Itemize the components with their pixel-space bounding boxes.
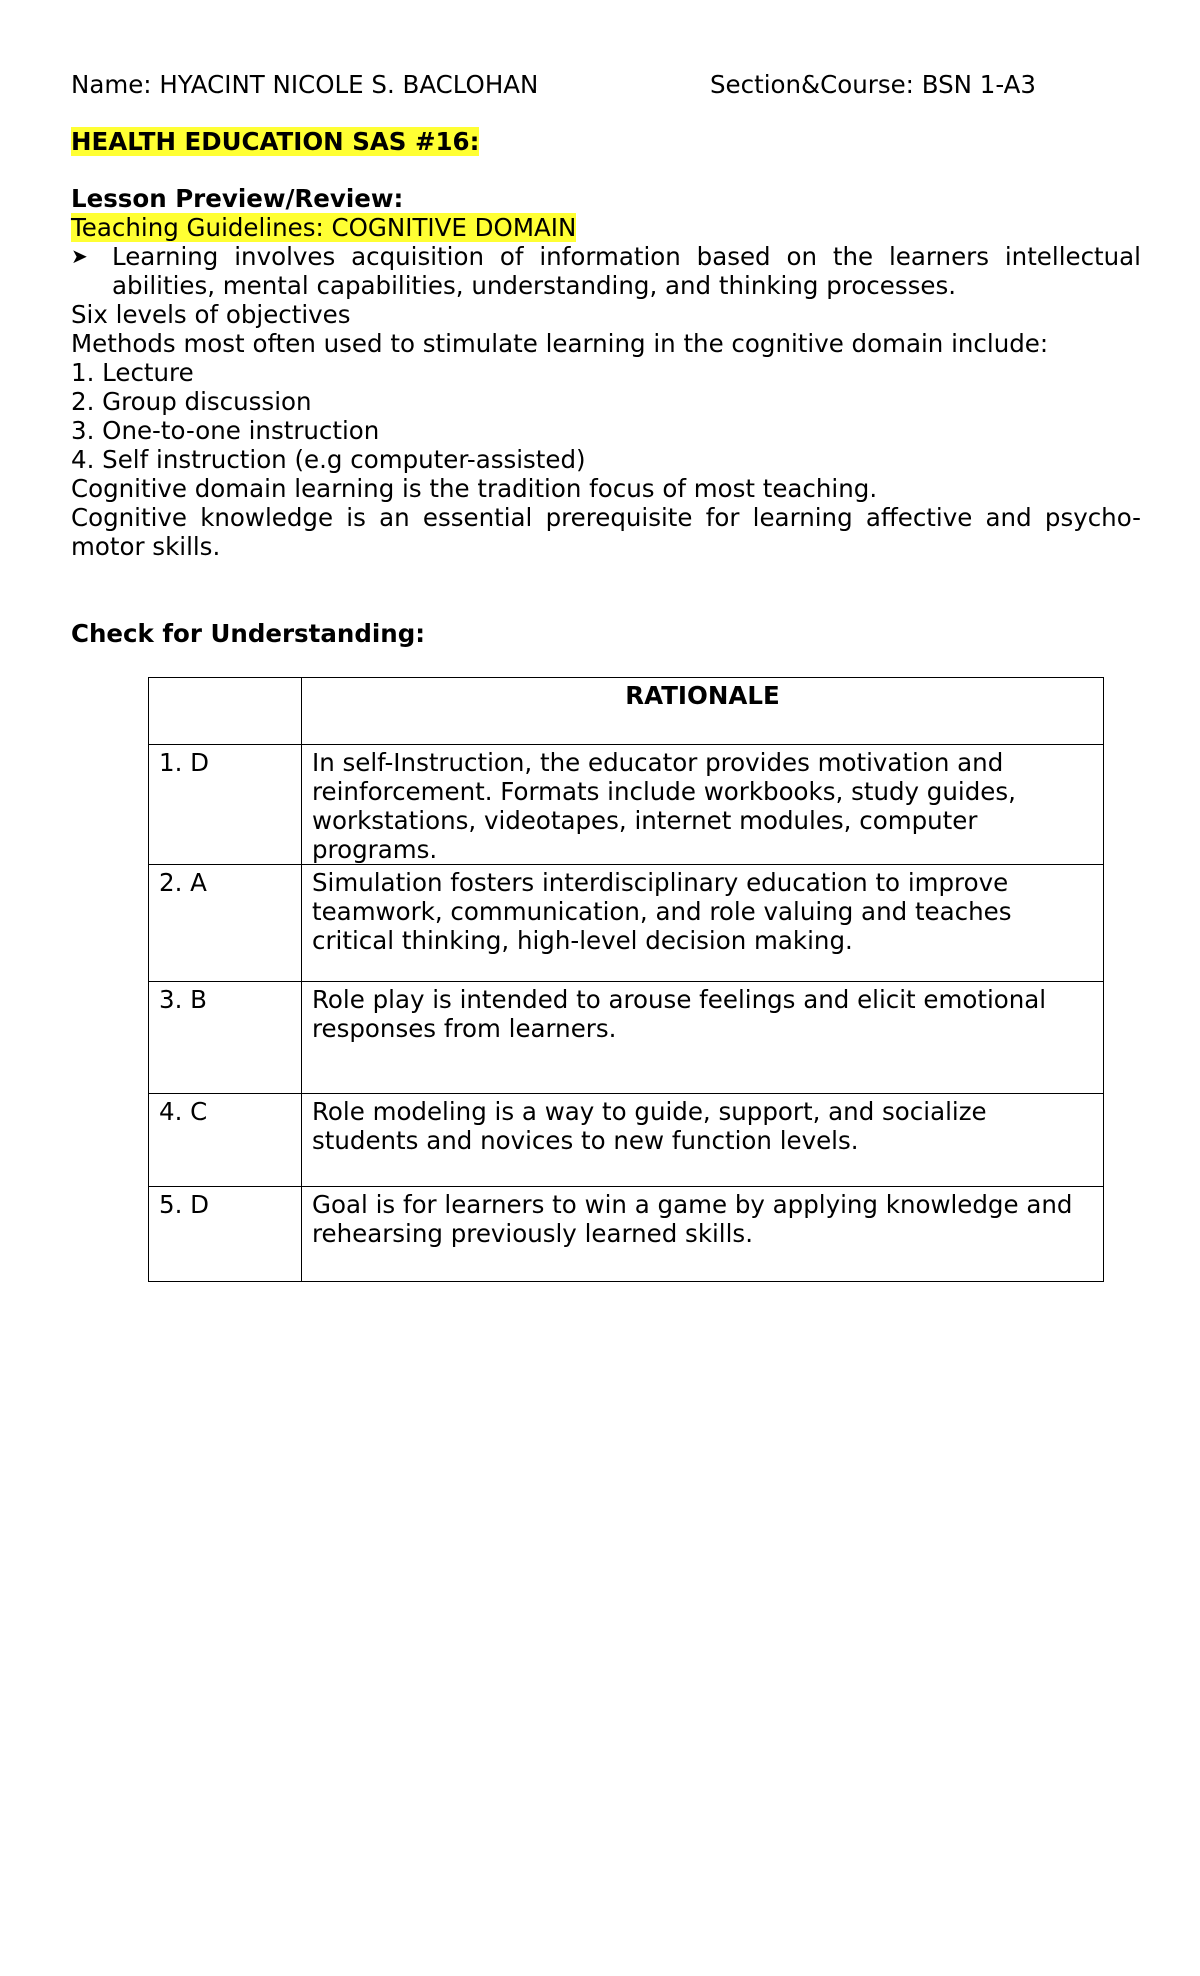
header-row	[71, 70, 1141, 99]
check-heading: Check for Understanding:	[71, 619, 426, 648]
rationale-header: RATIONALE	[302, 678, 1104, 745]
header-empty-cell	[149, 678, 302, 745]
lesson-line: 3. One-to-one instruction	[71, 416, 380, 445]
answer-cell: 1. D	[149, 745, 302, 865]
rationale-cell: Goal is for learners to win a game by applying knowledge and rehearsing previously learned skills.	[302, 1187, 1104, 1282]
answer-cell: 5. D	[149, 1187, 302, 1282]
lesson-subtitle	[71, 213, 1141, 242]
lesson-line: Methods most often used to stimulate learning in the cognitive domain include:	[71, 329, 1049, 358]
bullet-text: Learning involves acquisition of information based on the learners intellectual abilities, mental capabilities, understanding, and thinking processes.	[112, 242, 1141, 300]
lesson-line: 2. Group discussion	[71, 387, 312, 416]
lesson-line: Cognitive knowledge is an essential prerequisite for learning affective and psycho-motor skills.	[71, 503, 1141, 561]
table-row	[149, 745, 1104, 865]
lesson-line: Six levels of objectives	[71, 300, 351, 329]
student-name: Name: HYACINT NICOLE S. BACLOHAN	[71, 70, 539, 99]
lesson-line: Cognitive domain learning is the tradition focus of most teaching.	[71, 474, 878, 503]
table-row	[149, 1187, 1104, 1282]
title-text: HEALTH EDUCATION SAS #16:	[71, 127, 480, 156]
table-row	[149, 982, 1104, 1094]
lesson-line: 4. Self instruction (e.g computer-assisted)	[71, 445, 586, 474]
document-title	[71, 127, 1141, 156]
rationale-cell: Role modeling is a way to guide, support, and socialize students and novices to new function levels.	[302, 1094, 1104, 1187]
section-course: Section&Course: BSN 1-A3	[710, 70, 1036, 99]
answer-cell: 3. B	[149, 982, 302, 1094]
rationale-cell: Role play is intended to arouse feelings and elicit emotional responses from learners.	[302, 982, 1104, 1094]
table-header-row	[149, 678, 1104, 745]
table-row	[149, 1094, 1104, 1187]
table-row	[149, 865, 1104, 982]
lesson-heading: Lesson Preview/Review:	[71, 184, 404, 213]
answer-cell: 2. A	[149, 865, 302, 982]
lesson-subtitle-text: Teaching Guidelines: COGNITIVE DOMAIN	[71, 213, 577, 242]
lesson-line: 1. Lecture	[71, 358, 194, 387]
document-page	[71, 70, 1141, 648]
answer-cell: 4. C	[149, 1094, 302, 1187]
rationale-cell: In self-Instruction, the educator provides motivation and reinforcement. Formats include workbooks, study guides, workstations, videotapes, internet modules, computer programs.	[302, 745, 1104, 865]
rationale-cell: Simulation fosters interdisciplinary education to improve teamwork, communication, and role valuing and teaches critical thinking, high-level decision making.	[302, 865, 1104, 982]
rationale-table	[148, 677, 1104, 1282]
arrow-bullet-icon: ➤	[71, 244, 88, 268]
bullet-item	[71, 242, 1141, 300]
